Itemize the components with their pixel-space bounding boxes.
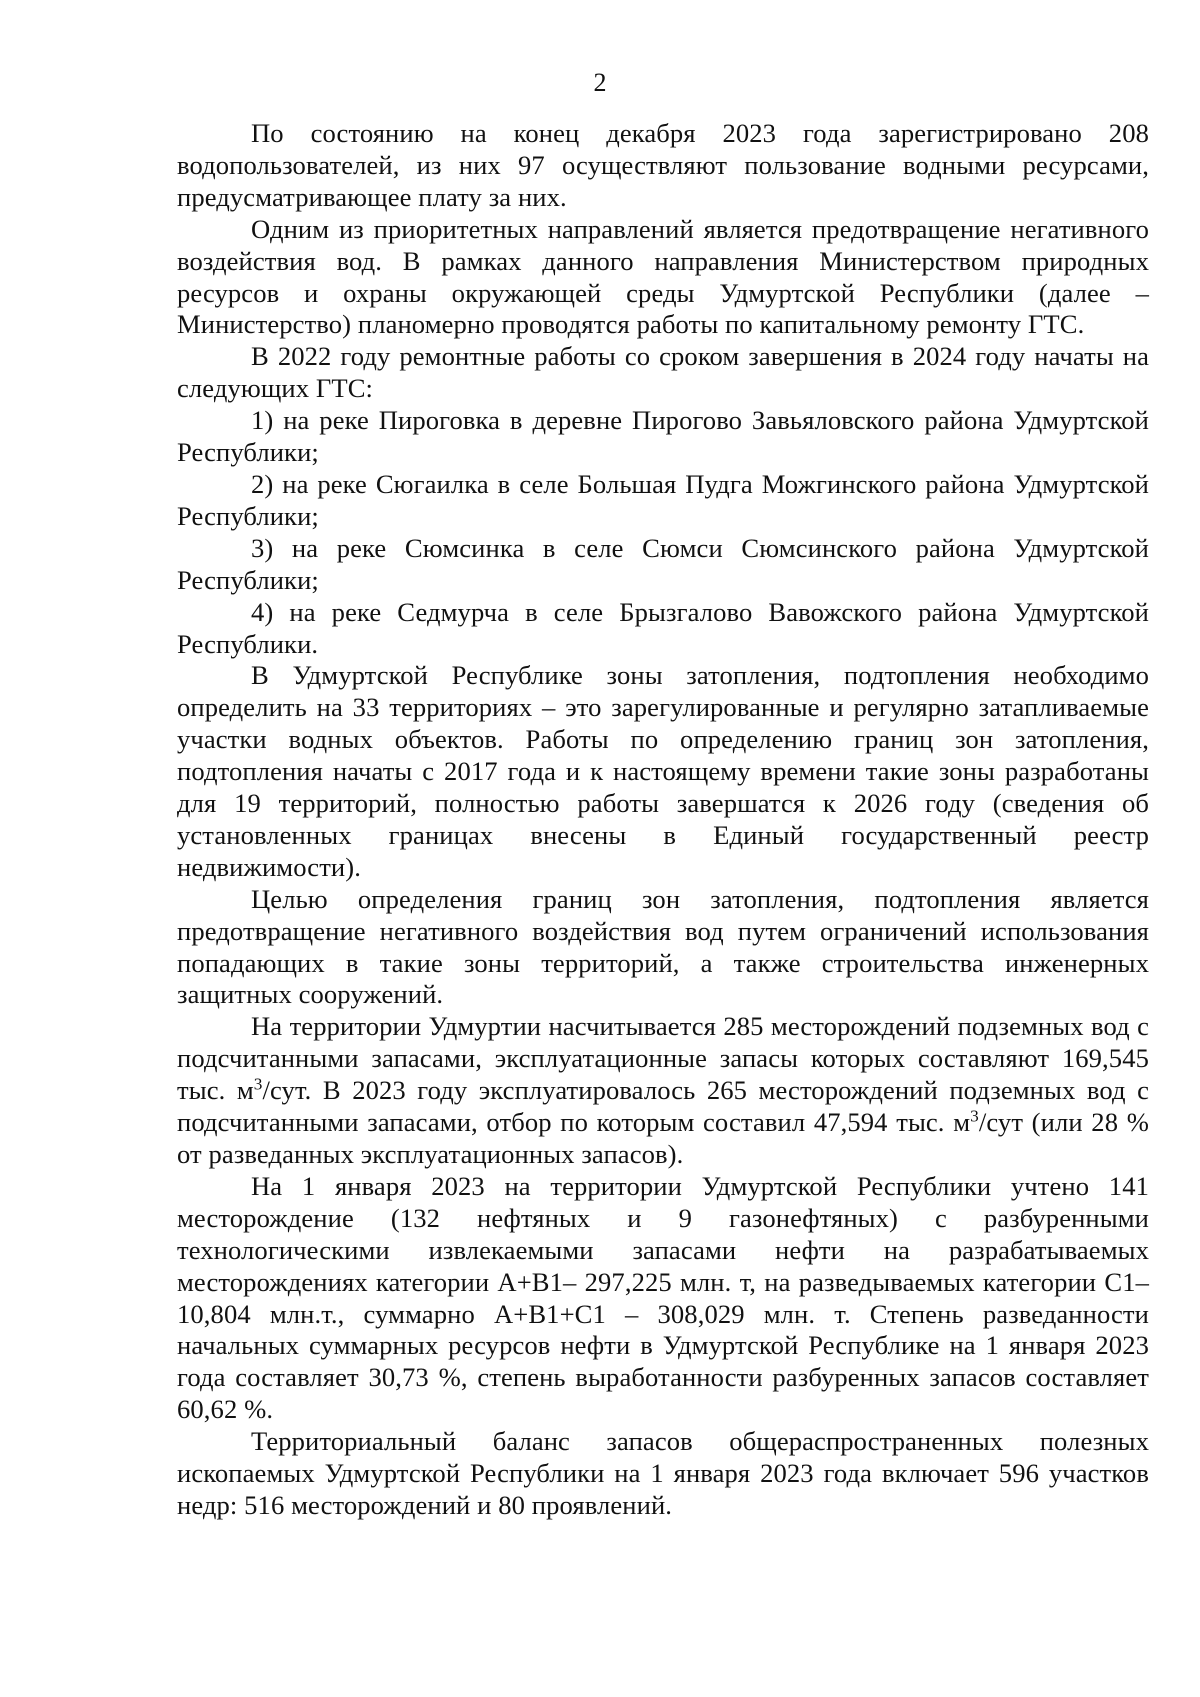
groundwater-text-part2: /сут. В 2023 году эксплуатировалось 265 месторождений подземных вод с подсчитанными запасами, отбор по которым составил 47,594 тыс. м <box>177 1075 1149 1138</box>
groundwater-text-part1: На территории Удмуртии насчитывается 285 месторождений подземных вод с подсчитанными запасами, эксплуатационные запасы которых составляют 169,545 тыс. м <box>177 1011 1149 1106</box>
list-item-syugailka: 2) на реке Сюгаилка в селе Большая Пудга Можгинского района Удмуртской Республики; <box>177 468 1149 531</box>
paragraph-oil-fields: На 1 января 2023 на территории Удмуртской Республики учтено 141 месторождение (132 нефтяных и 9 газонефтяных) с разбуренными технологическими извлекаемыми запасами нефти на разрабатываемых месторождениях категории А+В1– 297,225 млн. т, на разведываемых категории С1–10,804 млн.т., суммарно А+В1+С1 – 308,029 млн. т. Степень разведанности начальных суммарных ресурсов нефти в Удмуртской Республике на 1 января 2023 года составляет 30,73 %, степень выработанности разбуренных запасов составляет 60,62 %. <box>177 1170 1149 1425</box>
paragraph-water-users: По состоянию на конец декабря 2023 года зарегистрировано 208 водопользователей, из них 97 осуществляют пользование водными ресурсами, предусматривающее плату за них. <box>177 118 1149 212</box>
superscript-cubic-2: 3 <box>970 1106 979 1126</box>
groundwater-text-part3: /сут (или 28 % от разведанных эксплуатационных запасов). <box>177 1107 1149 1169</box>
document-body <box>177 118 1149 1522</box>
list-item-syumsinka: 3) на реке Сюмсинка в селе Сюмси Сюмсинского района Удмуртской Республики; <box>177 532 1149 595</box>
paragraph-flood-zones: В Удмуртской Республике зоны затопления, подтопления необходимо определить на 33 территориях – это зарегулированные и регулярно затапливаемые участки водных объектов. Работы по определению границ зон затопления, подтопления начаты с 2017 года и к настоящему времени такие зоны разработаны для 19 территорий, полностью работы завершатся к 2026 году (сведения об установленных границах внесены в Единый государственный реестр недвижимости). <box>177 660 1149 882</box>
paragraph-mineral-balance: Территориальный баланс запасов общераспространенных полезных ископаемых Удмуртской Республики на 1 января 2023 года включает 596 участков недр: 516 месторождений и 80 проявлений. <box>177 1426 1149 1520</box>
list-item-pirogovka: 1) на реке Пироговка в деревне Пирогово Завьяловского района Удмуртской Республики; <box>177 405 1149 468</box>
superscript-cubic-1: 3 <box>253 1074 263 1094</box>
paragraph-priority-direction: Одним из приоритетных направлений является предотвращение негативного воздействия вод. В рамках данного направления Министерством природных ресурсов и охраны окружающей среды Удмуртской Республики (далее – Министерство) планомерно проводятся работы по капитальному ремонту ГТС. <box>177 213 1149 340</box>
list-item-sedmurcha: 4) на реке Седмурча в селе Брызгалово Вавожского района Удмуртской Республики. <box>177 596 1149 659</box>
page-number: 2 <box>593 68 607 97</box>
paragraph-groundwater <box>177 1011 1149 1171</box>
paragraph-flood-zones-purpose: Целью определения границ зон затопления, подтопления является предотвращение негативного воздействия вод путем ограничений использования попадающих в такие зоны территорий, а также строительства инженерных защитных сооружений. <box>177 883 1149 1010</box>
paragraph-repair-works-intro: В 2022 году ремонтные работы со сроком завершения в 2024 году начаты на следующих ГТС: <box>177 341 1149 404</box>
